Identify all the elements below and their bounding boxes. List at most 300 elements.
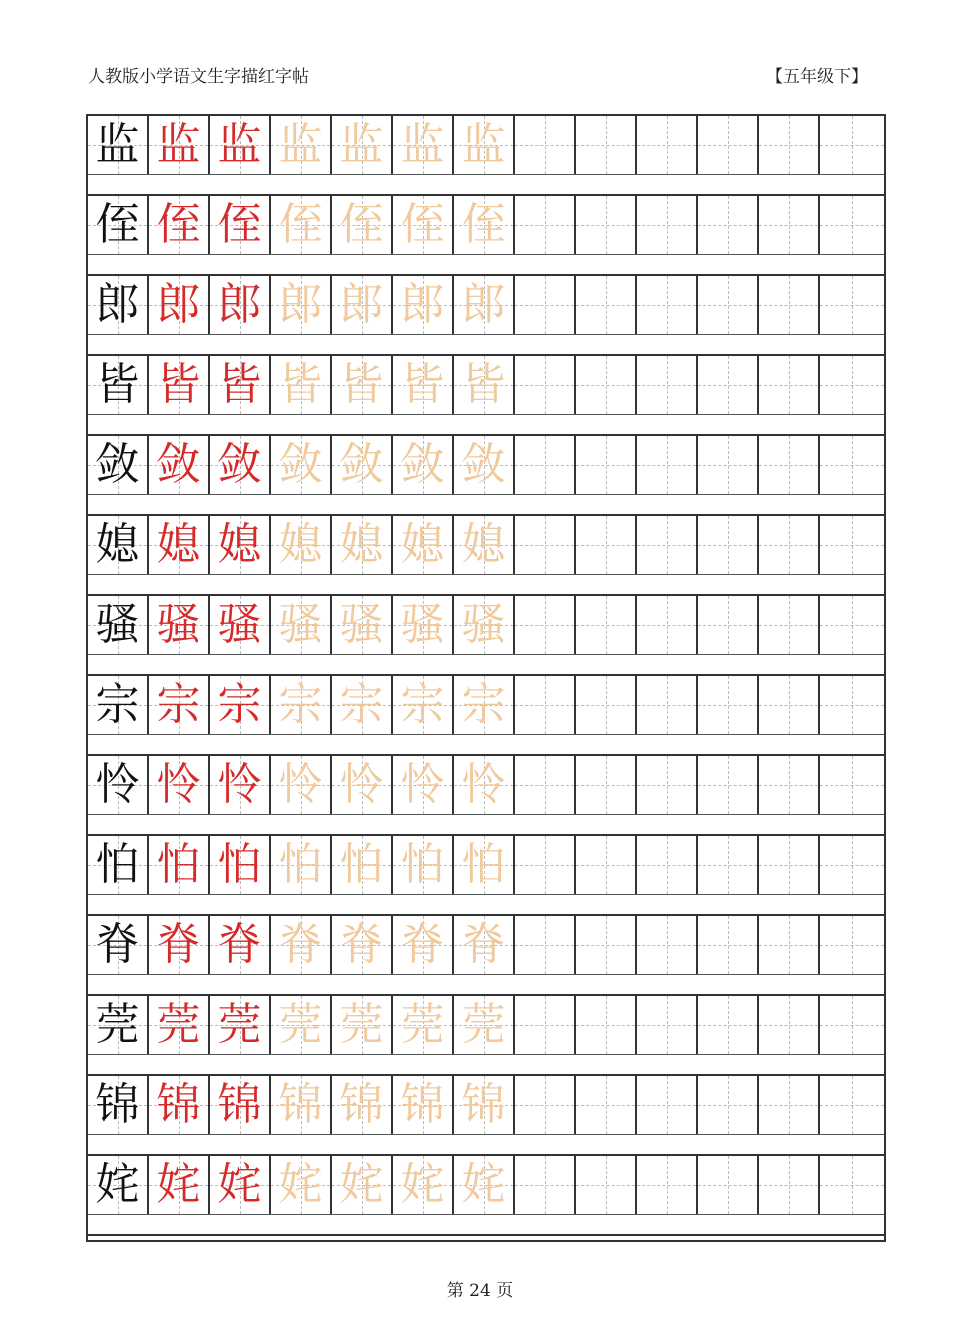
row-separator <box>88 1134 884 1156</box>
practice-row <box>88 116 884 174</box>
character-cell <box>149 676 210 734</box>
trace-character: 敛 <box>400 439 445 490</box>
trace-character: 锦 <box>278 1079 323 1130</box>
row-separator <box>88 254 884 276</box>
practice-row <box>88 676 884 734</box>
trace-character: 皆 <box>400 359 445 410</box>
trace-character: 骚 <box>339 599 384 650</box>
model-character: 监 <box>95 119 140 170</box>
practice-row <box>88 196 884 254</box>
blank-practice-cell <box>759 1156 820 1214</box>
red-character: 郎 <box>156 279 201 330</box>
blank-practice-cell <box>637 1156 698 1214</box>
character-cell <box>149 916 210 974</box>
character-cell <box>88 116 149 174</box>
blank-practice-cell <box>698 516 759 574</box>
character-cell <box>393 1076 454 1134</box>
blank-practice-cell <box>820 916 884 974</box>
practice-row <box>88 516 884 574</box>
blank-practice-cell <box>759 596 820 654</box>
character-cell <box>88 356 149 414</box>
character-cell <box>88 996 149 1054</box>
practice-grid <box>86 114 886 1242</box>
character-cell <box>88 1156 149 1214</box>
blank-practice-cell <box>637 596 698 654</box>
blank-practice-cell <box>759 356 820 414</box>
character-cell <box>271 836 332 894</box>
red-character: 宗 <box>156 679 201 730</box>
practice-row <box>88 836 884 894</box>
blank-practice-cell <box>637 676 698 734</box>
blank-practice-cell <box>515 996 576 1054</box>
trace-character: 锦 <box>339 1079 384 1130</box>
trace-character: 宗 <box>339 679 384 730</box>
character-cell <box>210 1076 271 1134</box>
model-character: 脊 <box>95 919 140 970</box>
blank-practice-cell <box>759 116 820 174</box>
character-cell <box>454 516 515 574</box>
blank-practice-cell <box>698 196 759 254</box>
blank-practice-cell <box>576 676 637 734</box>
character-cell <box>393 436 454 494</box>
blank-practice-cell <box>698 116 759 174</box>
trace-character: 脊 <box>461 919 506 970</box>
blank-practice-cell <box>576 356 637 414</box>
blank-practice-cell <box>759 996 820 1054</box>
blank-practice-cell <box>515 836 576 894</box>
blank-practice-cell <box>637 356 698 414</box>
trace-character: 怕 <box>278 839 323 890</box>
blank-practice-cell <box>515 356 576 414</box>
blank-practice-cell <box>820 996 884 1054</box>
character-cell <box>210 596 271 654</box>
red-character: 骚 <box>156 599 201 650</box>
character-cell <box>271 1156 332 1214</box>
character-cell <box>393 1156 454 1214</box>
blank-practice-cell <box>637 1076 698 1134</box>
character-cell <box>454 756 515 814</box>
character-cell <box>393 836 454 894</box>
trace-character: 莞 <box>461 999 506 1050</box>
trace-character: 媳 <box>400 519 445 570</box>
blank-practice-cell <box>515 916 576 974</box>
character-cell <box>393 916 454 974</box>
trace-character: 郎 <box>461 279 506 330</box>
red-character: 监 <box>156 119 201 170</box>
row-separator <box>88 174 884 196</box>
trace-character: 郎 <box>278 279 323 330</box>
blank-practice-cell <box>515 596 576 654</box>
blank-practice-cell <box>576 916 637 974</box>
practice-row <box>88 596 884 654</box>
character-cell <box>271 996 332 1054</box>
blank-practice-cell <box>576 1076 637 1134</box>
model-character: 锦 <box>95 1079 140 1130</box>
blank-practice-cell <box>637 196 698 254</box>
trace-character: 皆 <box>461 359 506 410</box>
blank-practice-cell <box>698 836 759 894</box>
model-character: 怜 <box>95 759 140 810</box>
character-cell <box>271 676 332 734</box>
blank-practice-cell <box>515 436 576 494</box>
trace-character: 脊 <box>278 919 323 970</box>
character-cell <box>88 676 149 734</box>
character-cell <box>271 196 332 254</box>
model-character: 媳 <box>95 519 140 570</box>
character-cell <box>149 516 210 574</box>
character-cell <box>88 836 149 894</box>
row-separator <box>88 974 884 996</box>
character-cell <box>393 596 454 654</box>
red-character: 莞 <box>217 999 262 1050</box>
character-cell <box>332 596 393 654</box>
red-character: 侄 <box>156 199 201 250</box>
blank-practice-cell <box>515 276 576 334</box>
red-character: 锦 <box>217 1079 262 1130</box>
character-cell <box>271 1076 332 1134</box>
trace-character: 锦 <box>400 1079 445 1130</box>
blank-practice-cell <box>576 596 637 654</box>
blank-practice-cell <box>759 836 820 894</box>
model-character: 怕 <box>95 839 140 890</box>
character-cell <box>88 916 149 974</box>
blank-practice-cell <box>637 436 698 494</box>
trace-character: 怜 <box>339 759 384 810</box>
practice-row <box>88 1076 884 1134</box>
character-cell <box>210 276 271 334</box>
row-separator <box>88 494 884 516</box>
trace-character: 皆 <box>339 359 384 410</box>
model-character: 宗 <box>95 679 140 730</box>
row-separator <box>88 894 884 916</box>
character-cell <box>210 356 271 414</box>
character-cell <box>454 1156 515 1214</box>
red-character: 骚 <box>217 599 262 650</box>
practice-row <box>88 276 884 334</box>
blank-practice-cell <box>820 276 884 334</box>
character-cell <box>393 676 454 734</box>
practice-row <box>88 436 884 494</box>
character-cell <box>149 116 210 174</box>
red-character: 莞 <box>156 999 201 1050</box>
red-character: 脊 <box>156 919 201 970</box>
character-cell <box>454 356 515 414</box>
character-cell <box>149 596 210 654</box>
character-cell <box>393 756 454 814</box>
character-cell <box>88 276 149 334</box>
character-cell <box>332 676 393 734</box>
trace-character: 骚 <box>400 599 445 650</box>
model-character: 郎 <box>95 279 140 330</box>
character-cell <box>454 276 515 334</box>
character-cell <box>454 1076 515 1134</box>
blank-practice-cell <box>759 916 820 974</box>
blank-practice-cell <box>759 676 820 734</box>
trace-character: 媳 <box>278 519 323 570</box>
red-character: 郎 <box>217 279 262 330</box>
red-character: 怕 <box>156 839 201 890</box>
model-character: 莞 <box>95 999 140 1050</box>
character-cell <box>88 196 149 254</box>
character-cell <box>149 1076 210 1134</box>
trace-character: 皆 <box>278 359 323 410</box>
character-cell <box>149 436 210 494</box>
trace-character: 骚 <box>461 599 506 650</box>
character-cell <box>454 916 515 974</box>
trace-character: 怕 <box>339 839 384 890</box>
character-cell <box>149 196 210 254</box>
character-cell <box>271 756 332 814</box>
trace-character: 怜 <box>278 759 323 810</box>
trace-character: 怕 <box>461 839 506 890</box>
character-cell <box>393 516 454 574</box>
character-cell <box>332 516 393 574</box>
character-cell <box>149 276 210 334</box>
red-character: 敛 <box>217 439 262 490</box>
character-cell <box>271 596 332 654</box>
trace-character: 姹 <box>400 1159 445 1210</box>
blank-practice-cell <box>576 196 637 254</box>
character-cell <box>88 1076 149 1134</box>
red-character: 锦 <box>156 1079 201 1130</box>
character-cell <box>210 516 271 574</box>
character-cell <box>332 916 393 974</box>
character-cell <box>332 996 393 1054</box>
red-character: 宗 <box>217 679 262 730</box>
blank-practice-cell <box>820 516 884 574</box>
trace-character: 莞 <box>400 999 445 1050</box>
blank-practice-cell <box>759 436 820 494</box>
blank-practice-cell <box>515 756 576 814</box>
row-separator <box>88 654 884 676</box>
red-character: 怕 <box>217 839 262 890</box>
blank-practice-cell <box>637 996 698 1054</box>
model-character: 敛 <box>95 439 140 490</box>
worksheet-title: 人教版小学语文生字描红字帖 <box>88 67 309 87</box>
character-cell <box>210 116 271 174</box>
blank-practice-cell <box>515 676 576 734</box>
red-character: 皆 <box>156 359 201 410</box>
blank-practice-cell <box>820 436 884 494</box>
character-cell <box>210 196 271 254</box>
blank-practice-cell <box>515 196 576 254</box>
blank-practice-cell <box>637 836 698 894</box>
character-cell <box>88 436 149 494</box>
blank-practice-cell <box>698 996 759 1054</box>
model-character: 皆 <box>95 359 140 410</box>
character-cell <box>210 836 271 894</box>
character-cell <box>271 516 332 574</box>
trace-character: 媳 <box>339 519 384 570</box>
blank-practice-cell <box>820 196 884 254</box>
row-separator <box>88 414 884 436</box>
red-character: 怜 <box>217 759 262 810</box>
blank-practice-cell <box>698 1076 759 1134</box>
row-separator <box>88 574 884 596</box>
trace-character: 侄 <box>278 199 323 250</box>
blank-practice-cell <box>576 996 637 1054</box>
character-cell <box>332 756 393 814</box>
character-cell <box>149 996 210 1054</box>
blank-practice-cell <box>637 276 698 334</box>
blank-practice-cell <box>820 1076 884 1134</box>
trace-character: 监 <box>461 119 506 170</box>
trace-character: 郎 <box>339 279 384 330</box>
red-character: 姹 <box>156 1159 201 1210</box>
blank-practice-cell <box>576 756 637 814</box>
blank-practice-cell <box>820 596 884 654</box>
trace-character: 媳 <box>461 519 506 570</box>
blank-practice-cell <box>637 916 698 974</box>
practice-row <box>88 756 884 814</box>
character-cell <box>393 996 454 1054</box>
trace-character: 莞 <box>278 999 323 1050</box>
character-cell <box>393 276 454 334</box>
blank-practice-cell <box>820 1156 884 1214</box>
blank-practice-cell <box>698 916 759 974</box>
blank-practice-cell <box>698 676 759 734</box>
blank-practice-cell <box>698 276 759 334</box>
row-separator <box>88 734 884 756</box>
row-separator <box>88 334 884 356</box>
character-cell <box>88 596 149 654</box>
character-cell <box>271 276 332 334</box>
blank-practice-cell <box>576 116 637 174</box>
blank-practice-cell <box>576 516 637 574</box>
character-cell <box>271 116 332 174</box>
practice-row <box>88 916 884 974</box>
character-cell <box>149 756 210 814</box>
blank-practice-cell <box>637 756 698 814</box>
practice-row <box>88 1156 884 1214</box>
trace-character: 敛 <box>278 439 323 490</box>
character-cell <box>210 756 271 814</box>
trace-character: 监 <box>400 119 445 170</box>
character-cell <box>393 356 454 414</box>
trace-character: 脊 <box>339 919 384 970</box>
trace-character: 侄 <box>461 199 506 250</box>
trace-character: 脊 <box>400 919 445 970</box>
blank-practice-cell <box>576 276 637 334</box>
red-character: 媳 <box>217 519 262 570</box>
trace-character: 监 <box>278 119 323 170</box>
blank-practice-cell <box>698 356 759 414</box>
trace-character: 侄 <box>400 199 445 250</box>
trace-character: 宗 <box>461 679 506 730</box>
trace-character: 敛 <box>339 439 384 490</box>
character-cell <box>271 356 332 414</box>
character-cell <box>454 196 515 254</box>
page-number: 第 24 页 <box>446 1281 514 1301</box>
character-cell <box>210 916 271 974</box>
character-cell <box>210 996 271 1054</box>
blank-practice-cell <box>698 596 759 654</box>
trace-character: 监 <box>339 119 384 170</box>
trace-character: 怜 <box>461 759 506 810</box>
blank-practice-cell <box>637 116 698 174</box>
blank-practice-cell <box>759 1076 820 1134</box>
grade-label: 【五年级下】 <box>766 67 868 87</box>
blank-practice-cell <box>576 1156 637 1214</box>
blank-practice-cell <box>698 436 759 494</box>
character-cell <box>332 116 393 174</box>
character-cell <box>332 1156 393 1214</box>
character-cell <box>454 836 515 894</box>
trace-character: 怕 <box>400 839 445 890</box>
character-cell <box>332 436 393 494</box>
red-character: 皆 <box>217 359 262 410</box>
blank-practice-cell <box>820 116 884 174</box>
red-character: 怜 <box>156 759 201 810</box>
blank-practice-cell <box>820 356 884 414</box>
character-cell <box>271 916 332 974</box>
character-cell <box>332 196 393 254</box>
character-cell <box>393 116 454 174</box>
trace-character: 姹 <box>339 1159 384 1210</box>
model-character: 姹 <box>95 1159 140 1210</box>
blank-practice-cell <box>515 516 576 574</box>
red-character: 脊 <box>217 919 262 970</box>
character-cell <box>454 676 515 734</box>
character-cell <box>88 756 149 814</box>
blank-practice-cell <box>576 436 637 494</box>
character-cell <box>454 596 515 654</box>
character-cell <box>332 836 393 894</box>
blank-practice-cell <box>759 516 820 574</box>
trace-character: 锦 <box>461 1079 506 1130</box>
trace-character: 骚 <box>278 599 323 650</box>
character-cell <box>149 836 210 894</box>
blank-practice-cell <box>637 516 698 574</box>
character-cell <box>149 356 210 414</box>
trace-character: 敛 <box>461 439 506 490</box>
practice-row <box>88 356 884 414</box>
blank-practice-cell <box>515 1156 576 1214</box>
trace-character: 怜 <box>400 759 445 810</box>
trace-character: 莞 <box>339 999 384 1050</box>
blank-practice-cell <box>576 836 637 894</box>
blank-practice-cell <box>820 836 884 894</box>
red-character: 侄 <box>217 199 262 250</box>
trace-character: 郎 <box>400 279 445 330</box>
trace-character: 姹 <box>461 1159 506 1210</box>
trace-character: 侄 <box>339 199 384 250</box>
row-separator <box>88 1214 884 1236</box>
trace-character: 宗 <box>278 679 323 730</box>
blank-practice-cell <box>698 1156 759 1214</box>
character-cell <box>210 436 271 494</box>
blank-practice-cell <box>759 756 820 814</box>
red-character: 监 <box>217 119 262 170</box>
red-character: 媳 <box>156 519 201 570</box>
trace-character: 姹 <box>278 1159 323 1210</box>
character-cell <box>210 1156 271 1214</box>
blank-practice-cell <box>759 196 820 254</box>
trace-character: 宗 <box>400 679 445 730</box>
row-separator <box>88 814 884 836</box>
row-separator <box>88 1054 884 1076</box>
character-cell <box>332 276 393 334</box>
red-character: 敛 <box>156 439 201 490</box>
character-cell <box>454 116 515 174</box>
character-cell <box>454 996 515 1054</box>
character-cell <box>149 1156 210 1214</box>
blank-practice-cell <box>759 276 820 334</box>
character-cell <box>88 516 149 574</box>
character-cell <box>210 676 271 734</box>
red-character: 姹 <box>217 1159 262 1210</box>
character-cell <box>332 356 393 414</box>
